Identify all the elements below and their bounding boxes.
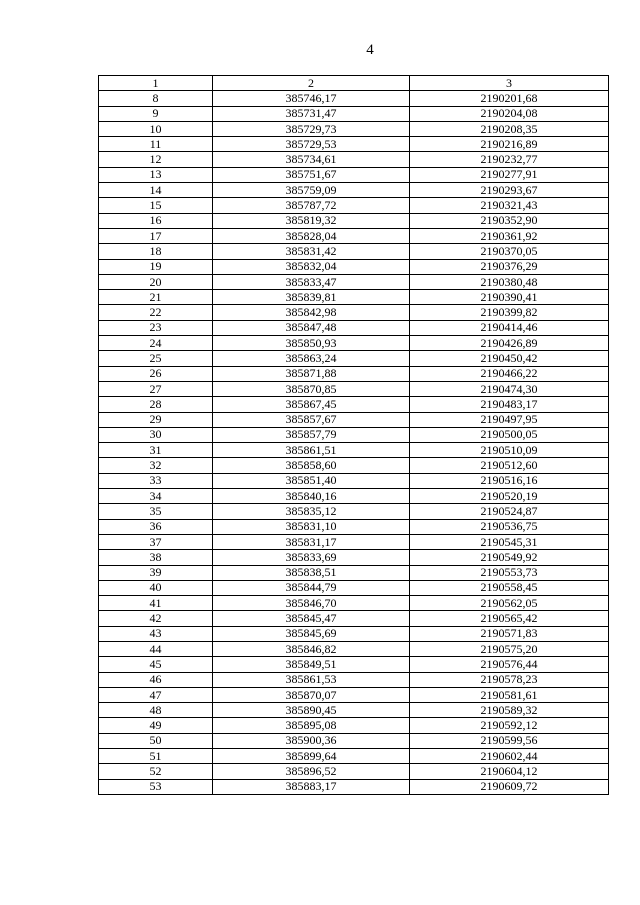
- cell-point-number: 23: [99, 320, 213, 335]
- cell-x-coordinate: 385828,04: [213, 228, 410, 243]
- cell-x-coordinate: 385850,93: [213, 336, 410, 351]
- cell-x-coordinate: 385833,47: [213, 274, 410, 289]
- cell-y-coordinate: 2190500,05: [410, 427, 609, 442]
- cell-x-coordinate: 385833,69: [213, 550, 410, 565]
- cell-x-coordinate: 385845,47: [213, 611, 410, 626]
- table-row: [99, 504, 609, 519]
- cell-x-coordinate: 385851,40: [213, 473, 410, 488]
- cell-x-coordinate: 385857,67: [213, 412, 410, 427]
- table-row: [99, 198, 609, 213]
- cell-point-number: 40: [99, 580, 213, 595]
- table-row: [99, 473, 609, 488]
- cell-y-coordinate: 2190512,60: [410, 458, 609, 473]
- cell-y-coordinate: 2190497,95: [410, 412, 609, 427]
- table-row: [99, 519, 609, 534]
- table-row: [99, 121, 609, 136]
- cell-point-number: 24: [99, 336, 213, 351]
- cell-y-coordinate: 2190208,35: [410, 121, 609, 136]
- cell-y-coordinate: 2190277,91: [410, 167, 609, 182]
- cell-point-number: 42: [99, 611, 213, 626]
- cell-x-coordinate: 385857,79: [213, 427, 410, 442]
- cell-point-number: 39: [99, 565, 213, 580]
- cell-y-coordinate: 2190609,72: [410, 779, 609, 794]
- cell-x-coordinate: 385746,17: [213, 91, 410, 106]
- cell-x-coordinate: 385787,72: [213, 198, 410, 213]
- cell-x-coordinate: 385847,48: [213, 320, 410, 335]
- cell-point-number: 52: [99, 764, 213, 779]
- cell-y-coordinate: 2190370,05: [410, 244, 609, 259]
- cell-x-coordinate: 385900,36: [213, 733, 410, 748]
- cell-x-coordinate: 385899,64: [213, 749, 410, 764]
- table-row: [99, 427, 609, 442]
- table-row: [99, 550, 609, 565]
- cell-y-coordinate: 2190589,32: [410, 703, 609, 718]
- table-row: [99, 137, 609, 152]
- cell-y-coordinate: 2190204,08: [410, 106, 609, 121]
- cell-x-coordinate: 385845,69: [213, 626, 410, 641]
- cell-x-coordinate: 385883,17: [213, 779, 410, 794]
- cell-x-coordinate: 385751,67: [213, 167, 410, 182]
- table-row: [99, 167, 609, 182]
- cell-y-coordinate: 2190450,42: [410, 351, 609, 366]
- cell-x-coordinate: 385838,51: [213, 565, 410, 580]
- cell-x-coordinate: 385729,53: [213, 137, 410, 152]
- cell-y-coordinate: 2190592,12: [410, 718, 609, 733]
- cell-point-number: 51: [99, 749, 213, 764]
- cell-x-coordinate: 385858,60: [213, 458, 410, 473]
- table-row: [99, 91, 609, 106]
- cell-x-coordinate: 385861,53: [213, 672, 410, 687]
- cell-point-number: 18: [99, 244, 213, 259]
- table-row: [99, 228, 609, 243]
- cell-x-coordinate: 385890,45: [213, 703, 410, 718]
- table-row: [99, 764, 609, 779]
- cell-y-coordinate: 2190599,56: [410, 733, 609, 748]
- cell-y-coordinate: 2190524,87: [410, 504, 609, 519]
- column-header-y: 3: [410, 76, 609, 91]
- cell-y-coordinate: 2190536,75: [410, 519, 609, 534]
- cell-y-coordinate: 2190520,19: [410, 489, 609, 504]
- cell-y-coordinate: 2190474,30: [410, 381, 609, 396]
- table-row: [99, 397, 609, 412]
- table-row: [99, 687, 609, 702]
- cell-y-coordinate: 2190390,41: [410, 290, 609, 305]
- cell-y-coordinate: 2190565,42: [410, 611, 609, 626]
- table-row: [99, 213, 609, 228]
- cell-point-number: 47: [99, 687, 213, 702]
- cell-y-coordinate: 2190578,23: [410, 672, 609, 687]
- table-row: [99, 443, 609, 458]
- cell-y-coordinate: 2190380,48: [410, 274, 609, 289]
- table-row: [99, 641, 609, 656]
- table-row: [99, 657, 609, 672]
- cell-point-number: 8: [99, 91, 213, 106]
- cell-x-coordinate: 385831,17: [213, 534, 410, 549]
- cell-point-number: 17: [99, 228, 213, 243]
- table-row: [99, 152, 609, 167]
- table-row: [99, 703, 609, 718]
- cell-y-coordinate: 2190232,77: [410, 152, 609, 167]
- table-row: [99, 274, 609, 289]
- cell-y-coordinate: 2190376,29: [410, 259, 609, 274]
- table-row: [99, 580, 609, 595]
- cell-x-coordinate: 385729,73: [213, 121, 410, 136]
- cell-point-number: 44: [99, 641, 213, 656]
- cell-y-coordinate: 2190510,09: [410, 443, 609, 458]
- cell-x-coordinate: 385835,12: [213, 504, 410, 519]
- table-row: [99, 305, 609, 320]
- cell-y-coordinate: 2190201,68: [410, 91, 609, 106]
- cell-point-number: 33: [99, 473, 213, 488]
- table-row: [99, 672, 609, 687]
- cell-point-number: 34: [99, 489, 213, 504]
- table-row: [99, 366, 609, 381]
- cell-x-coordinate: 385861,51: [213, 443, 410, 458]
- cell-point-number: 45: [99, 657, 213, 672]
- cell-point-number: 21: [99, 290, 213, 305]
- column-header-x: 2: [213, 76, 410, 91]
- cell-point-number: 38: [99, 550, 213, 565]
- cell-x-coordinate: 385844,79: [213, 580, 410, 595]
- table-row: [99, 733, 609, 748]
- cell-x-coordinate: 385846,70: [213, 596, 410, 611]
- cell-point-number: 20: [99, 274, 213, 289]
- cell-point-number: 53: [99, 779, 213, 794]
- cell-x-coordinate: 385896,52: [213, 764, 410, 779]
- cell-x-coordinate: 385731,47: [213, 106, 410, 121]
- cell-point-number: 50: [99, 733, 213, 748]
- cell-point-number: 26: [99, 366, 213, 381]
- cell-point-number: 49: [99, 718, 213, 733]
- cell-y-coordinate: 2190604,12: [410, 764, 609, 779]
- cell-y-coordinate: 2190216,89: [410, 137, 609, 152]
- cell-y-coordinate: 2190426,89: [410, 336, 609, 351]
- cell-x-coordinate: 385832,04: [213, 259, 410, 274]
- table-row: [99, 458, 609, 473]
- cell-y-coordinate: 2190399,82: [410, 305, 609, 320]
- cell-point-number: 15: [99, 198, 213, 213]
- table-row: [99, 626, 609, 641]
- cell-y-coordinate: 2190466,22: [410, 366, 609, 381]
- cell-x-coordinate: 385734,61: [213, 152, 410, 167]
- cell-x-coordinate: 385867,45: [213, 397, 410, 412]
- cell-y-coordinate: 2190545,31: [410, 534, 609, 549]
- cell-point-number: 25: [99, 351, 213, 366]
- cell-y-coordinate: 2190321,43: [410, 198, 609, 213]
- cell-y-coordinate: 2190581,61: [410, 687, 609, 702]
- cell-point-number: 14: [99, 183, 213, 198]
- table-row: [99, 244, 609, 259]
- cell-y-coordinate: 2190553,73: [410, 565, 609, 580]
- table-row: [99, 611, 609, 626]
- cell-y-coordinate: 2190602,44: [410, 749, 609, 764]
- cell-point-number: 27: [99, 381, 213, 396]
- table-row: [99, 718, 609, 733]
- cell-point-number: 35: [99, 504, 213, 519]
- cell-point-number: 32: [99, 458, 213, 473]
- cell-y-coordinate: 2190576,44: [410, 657, 609, 672]
- table-row: [99, 259, 609, 274]
- cell-point-number: 10: [99, 121, 213, 136]
- cell-point-number: 16: [99, 213, 213, 228]
- cell-point-number: 41: [99, 596, 213, 611]
- cell-point-number: 29: [99, 412, 213, 427]
- cell-y-coordinate: 2190361,92: [410, 228, 609, 243]
- cell-point-number: 37: [99, 534, 213, 549]
- cell-x-coordinate: 385870,07: [213, 687, 410, 702]
- cell-y-coordinate: 2190571,83: [410, 626, 609, 641]
- cell-y-coordinate: 2190293,67: [410, 183, 609, 198]
- table-row: [99, 336, 609, 351]
- cell-point-number: 12: [99, 152, 213, 167]
- table-body: [99, 91, 609, 795]
- cell-y-coordinate: 2190558,45: [410, 580, 609, 595]
- column-header-number: 1: [99, 76, 213, 91]
- table-row: [99, 534, 609, 549]
- table-row: [99, 489, 609, 504]
- cell-point-number: 22: [99, 305, 213, 320]
- cell-y-coordinate: 2190575,20: [410, 641, 609, 656]
- table-row: [99, 596, 609, 611]
- cell-y-coordinate: 2190414,46: [410, 320, 609, 335]
- cell-point-number: 9: [99, 106, 213, 121]
- table-row: [99, 565, 609, 580]
- cell-point-number: 11: [99, 137, 213, 152]
- table-row: [99, 381, 609, 396]
- cell-x-coordinate: 385842,98: [213, 305, 410, 320]
- page-number: 4: [366, 42, 374, 58]
- cell-point-number: 48: [99, 703, 213, 718]
- cell-y-coordinate: 2190516,16: [410, 473, 609, 488]
- cell-point-number: 43: [99, 626, 213, 641]
- table-row: [99, 779, 609, 794]
- table-row: [99, 106, 609, 121]
- cell-x-coordinate: 385895,08: [213, 718, 410, 733]
- cell-x-coordinate: 385759,09: [213, 183, 410, 198]
- table-row: [99, 290, 609, 305]
- cell-x-coordinate: 385839,81: [213, 290, 410, 305]
- table-row: [99, 183, 609, 198]
- cell-point-number: 13: [99, 167, 213, 182]
- cell-y-coordinate: 2190562,05: [410, 596, 609, 611]
- cell-x-coordinate: 385831,42: [213, 244, 410, 259]
- cell-y-coordinate: 2190483,17: [410, 397, 609, 412]
- cell-point-number: 36: [99, 519, 213, 534]
- cell-point-number: 30: [99, 427, 213, 442]
- cell-x-coordinate: 385870,85: [213, 381, 410, 396]
- cell-point-number: 28: [99, 397, 213, 412]
- cell-x-coordinate: 385840,16: [213, 489, 410, 504]
- table-row: [99, 351, 609, 366]
- table-row: [99, 412, 609, 427]
- cell-y-coordinate: 2190352,90: [410, 213, 609, 228]
- cell-point-number: 46: [99, 672, 213, 687]
- cell-x-coordinate: 385831,10: [213, 519, 410, 534]
- cell-point-number: 31: [99, 443, 213, 458]
- cell-x-coordinate: 385819,32: [213, 213, 410, 228]
- table-row: [99, 320, 609, 335]
- table-row: [99, 749, 609, 764]
- cell-point-number: 19: [99, 259, 213, 274]
- cell-x-coordinate: 385849,51: [213, 657, 410, 672]
- cell-x-coordinate: 385871,88: [213, 366, 410, 381]
- table-header-row: [99, 76, 609, 91]
- cell-x-coordinate: 385846,82: [213, 641, 410, 656]
- coordinates-table: [98, 75, 609, 795]
- cell-y-coordinate: 2190549,92: [410, 550, 609, 565]
- cell-x-coordinate: 385863,24: [213, 351, 410, 366]
